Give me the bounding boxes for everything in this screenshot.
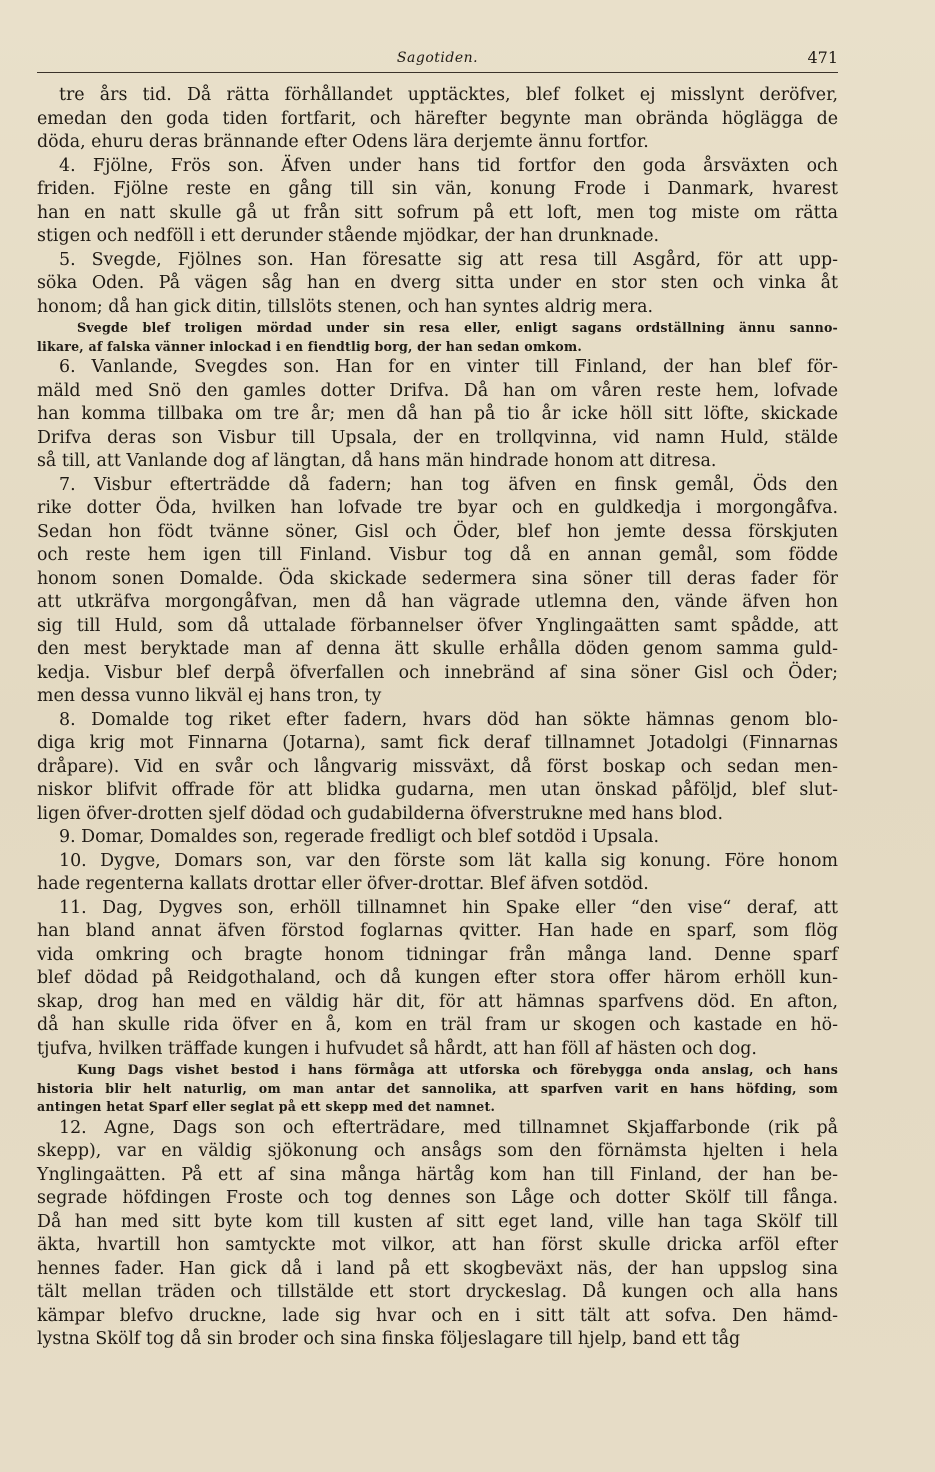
text-line: niskor blifvit offrade för att blidka gudarna, men utan önskad påföljd, blef slut-	[37, 780, 838, 800]
text-line: 4. Fjölne, Frös son. Äfven under hans tid fortfor den goda årsväxten och	[59, 155, 838, 176]
paragraph	[37, 897, 838, 1062]
paragraph	[37, 249, 838, 320]
paragraph	[37, 1117, 838, 1352]
footnote-line: historia blir helt naturlig, om man antar det sannolika, att sparfven varit en hans höfding, som	[37, 1080, 838, 1096]
text-line: tält mellan träden och tillstälde ett stort dryckeslag. Då kungen och alla hans	[37, 1282, 838, 1302]
text-line: och reste hem igen till Finland. Visbur tog då en annan gemål, som födde	[37, 545, 838, 565]
footnote	[37, 319, 838, 356]
text-line: 5. Svegde, Fjölnes son. Han föresatte sig att resa till Asgård, för att upp-	[59, 249, 838, 270]
paragraph	[37, 155, 838, 249]
text-line: skap, drog han med en väldig här dit, för att hämnas sparfvens död. En afton,	[37, 991, 838, 1012]
paragraph	[37, 356, 838, 474]
text-line: hennes fader. Han gick då i land på ett skogbeväxt näs, der han uppslog sina	[37, 1258, 838, 1279]
paragraph	[37, 850, 838, 897]
text-line: 7. Visbur efterträdde då fadern; han tog äfven en finsk gemål, Öds den	[59, 474, 838, 495]
text-line: hade regenterna kallats drottar eller öfver-drottar. Blef äfven sotdöd.	[37, 874, 649, 894]
text-line: Ynglingaätten. På ett af sina många härtåg kom han till Finland, der han be-	[37, 1164, 838, 1185]
text-line: 6. Vanlande, Svegdes son. Han for en vinter till Finland, der han blef för-	[59, 357, 838, 377]
text-line: diga krig mot Finnarna (Jotarna), samt fick deraf tillnamnet Jotadolgi (Finnarnas	[37, 733, 838, 753]
paragraph	[37, 84, 838, 155]
text-line: mäld med Snö den gamles dotter Drifva. Då han om våren reste hem, lofvade	[37, 380, 838, 401]
text-line: segrade höfdingen Froste och tog dennes son Låge och dotter Skölf till fånga.	[37, 1188, 838, 1208]
text-line: stigen och nedföll i ett derunder stående mjödkar, der han drunknade.	[37, 226, 660, 246]
text-line: honom; då han gick ditin, tillslöts stenen, och han syntes aldrig mera.	[37, 296, 654, 317]
body-text	[37, 84, 838, 1352]
footnote-line: antingen hetat Sparf eller seglat på ett skepp med det namnet.	[37, 1099, 496, 1114]
text-line: 8. Domalde tog riket efter fadern, hvars död han sökte hämnas genom blo-	[59, 709, 838, 730]
text-line: Då han med sitt byte kom till kusten af sitt eget land, ville han taga Skölf till	[37, 1211, 838, 1232]
text-line: 10. Dygve, Domars son, var den förste som lät kalla sig konung. Före honom	[59, 850, 838, 871]
footnote-line: likare, af falska vänner inlockad i en fiendtlig borg, der han sedan omkom.	[37, 338, 583, 354]
text-line: han en natt skulle gå ut från sitt sofrum på ett loft, men tog miste om rätta	[37, 202, 838, 223]
text-line: tjufva, hvilken träffade kungen i hufvudet så hårdt, att han föll af hästen och dog.	[37, 1038, 757, 1059]
text-line: tre års tid. Då rätta förhållandet upptäcktes, blef folket ej misslynt deröfver,	[59, 85, 838, 105]
text-line: honom sonen Domalde. Öda skickade sedermera sina söner till deras fader för	[37, 568, 838, 589]
text-line: 12. Agne, Dags son och efterträdare, med tillnamnet Skjaffarbonde (rik på	[59, 1117, 838, 1138]
text-line: äkta, hvartill hon samtyckte mot vilkor, att han först skulle dricka arföl efter	[37, 1235, 838, 1255]
text-line: ligen öfver-drotten sjelf dödad och gudabilderna öfverstrukne med hans blod.	[37, 803, 723, 824]
text-line: då han skulle rida öfver en å, kom en träl fram ur skogen och kastade en hö-	[37, 1015, 838, 1035]
text-line: dråpare). Vid en svår och långvarig missväxt, då först boskap och sedan men-	[37, 756, 838, 777]
text-line: söka Oden. På vägen såg han en dverg sitta under en stor sten och vinka åt	[37, 273, 838, 293]
text-line: Drifva deras son Visbur till Upsala, der en trollqvinna, vid namn Huld, stälde	[37, 427, 838, 448]
page-header	[37, 48, 838, 73]
text-line: lystna Skölf tog då sin broder och sina finska följeslagare till hjelp, band ett tåg	[37, 1329, 741, 1349]
paragraph	[37, 474, 838, 709]
text-line: Sedan hon födt tvänne söner, Gisl och Öder, blef hon jemte dessa förskjuten	[37, 521, 838, 542]
page-number: 471	[807, 48, 838, 67]
text-line: 9. Domar, Domaldes son, regerade fredligt och blef sotdöd i Upsala.	[59, 827, 659, 847]
text-line: kedja. Visbur blef derpå öfverfallen och innebränd af sina söner Gisl och Öder;	[37, 662, 838, 683]
text-line: friden. Fjölne reste en gång till sin vän, konung Frode i Danmark, hvarest	[37, 179, 838, 199]
text-line: men dessa vunno likväl ej hans tron, ty	[37, 686, 382, 706]
text-line: skepp), var en väldig sjökonung och ansågs som den förnämsta hjelten i hela	[37, 1141, 838, 1161]
text-line: kämpar blefvo druckne, lade sig hvar och en i sitt tält att sofva. Den hämd-	[37, 1305, 838, 1326]
text-line: emedan den goda tiden fortfarit, och härefter begynte man obrända höglägga de	[37, 108, 838, 129]
text-line: han bland annat äfven förstod foglarnas qvitter. Han hade en sparf, som flög	[37, 921, 838, 941]
paragraph	[37, 826, 838, 850]
text-line: den mest beryktade man af denna ätt skulle erhålla döden genom samma guld-	[37, 639, 838, 659]
text-line: att utkräfva morgongåfvan, men då han vägrade utlemna den, vände äfven hon	[37, 592, 838, 612]
text-line: rike dotter Öda, hvilken han lofvade tre byar och en guldkedja i morgongåfva.	[37, 498, 838, 518]
text-line: sig till Huld, som då uttalade förbannelser öfver Ynglingaätten samt spådde, att	[37, 615, 838, 636]
footnote-line: Kung Dags vishet bestod i hans förmåga att utforska och förebygga onda anslag, och hans	[77, 1062, 838, 1077]
text-line: vida omkring och bragte honom tidningar från många land. Denne sparf	[37, 944, 838, 965]
running-title: Sagotiden.	[396, 50, 479, 66]
text-line: 11. Dag, Dygves son, erhöll tillnamnet hin Spake eller “den vise“ deraf, att	[59, 897, 838, 918]
text-line: blef dödad på Reidgothaland, och då kungen efter stora offer härom erhöll kun-	[37, 968, 838, 988]
footnote-line: Svegde blef troligen mördad under sin resa eller, enligt sagans ordställning ännu sanno-	[77, 320, 838, 335]
text-line: han komma tillbaka om tre år; men då han på tio år icke höll sitt löfte, skickade	[37, 404, 838, 424]
paragraph	[37, 709, 838, 827]
text-line: så till, att Vanlande dog af längtan, då hans män hindrade honom att ditresa.	[37, 451, 717, 471]
text-line: döda, ehuru deras brännande efter Odens lära derjemte ännu fortfor.	[37, 132, 649, 152]
footnote	[37, 1061, 838, 1117]
